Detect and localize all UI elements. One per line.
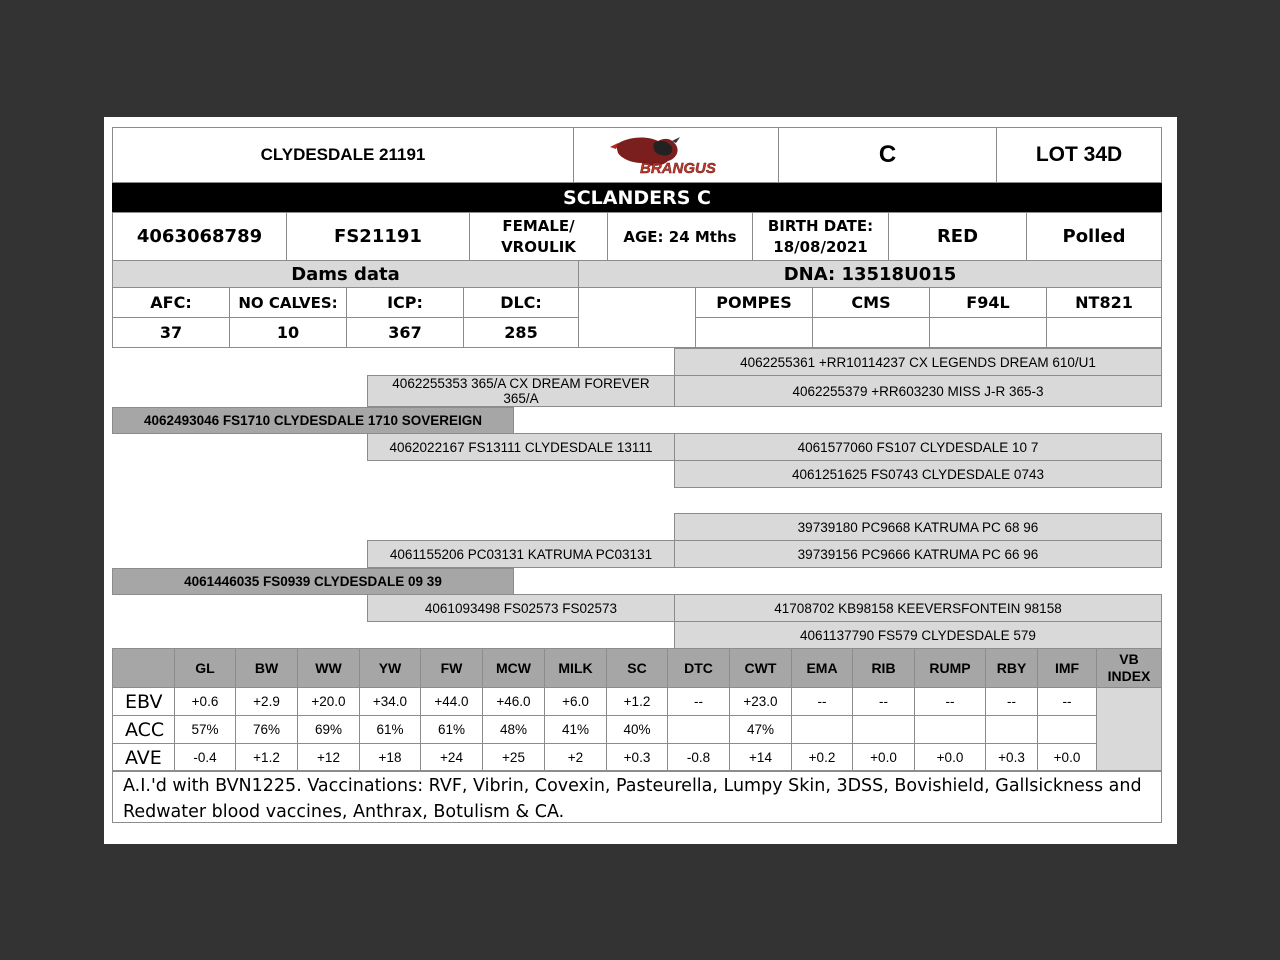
pedigree-sire-dam-dam: 4061251625 FS0743 CLYDESDALE 0743 bbox=[674, 460, 1162, 488]
col-header: SC bbox=[607, 649, 668, 688]
col-header: IMF bbox=[1038, 649, 1097, 688]
ave-cell: +0.0 bbox=[1038, 744, 1097, 772]
pompes-value bbox=[695, 317, 813, 348]
grade: C bbox=[778, 127, 997, 183]
col-header: EMA bbox=[792, 649, 853, 688]
col-header: FW bbox=[421, 649, 483, 688]
acc-cell: 76% bbox=[236, 716, 298, 744]
ebv-corner bbox=[113, 649, 175, 688]
pedigree-sire-dam: 4062022167 FS13111 CLYDESDALE 13111 bbox=[367, 433, 675, 461]
acc-cell: 41% bbox=[545, 716, 607, 744]
ave-cell: +12 bbox=[298, 744, 360, 772]
pedigree-dam-dam-sire: 41708702 KB98158 KEEVERSFONTEIN 98158 bbox=[674, 594, 1162, 622]
nt821-value bbox=[1046, 317, 1162, 348]
ave-cell: +0.0 bbox=[853, 744, 915, 772]
vb-index-header: VB INDEX bbox=[1097, 649, 1162, 688]
pedigree-sire-sire-dam: 4062255379 +RR603230 MISS J-R 365-3 bbox=[674, 375, 1162, 407]
pedigree-dam-sire-sire: 39739180 PC9668 KATRUMA PC 68 96 bbox=[674, 513, 1162, 541]
acc-cell bbox=[792, 716, 853, 744]
ebv-cell: -- bbox=[792, 688, 853, 716]
row-label: AVE bbox=[113, 744, 175, 772]
afc-label: AFC: bbox=[112, 287, 230, 318]
col-header: GL bbox=[175, 649, 236, 688]
acc-row bbox=[113, 716, 1162, 744]
herd-name: CLYDESDALE 21191 bbox=[112, 127, 574, 183]
ebv-cell: -- bbox=[915, 688, 986, 716]
ebv-cell: -- bbox=[986, 688, 1038, 716]
acc-cell: 61% bbox=[360, 716, 421, 744]
ebv-cell: +23.0 bbox=[730, 688, 792, 716]
age: AGE: 24 Mths bbox=[607, 212, 753, 261]
cms-label: CMS bbox=[812, 287, 930, 318]
cms-value bbox=[812, 317, 930, 348]
ave-cell: +18 bbox=[360, 744, 421, 772]
ebv-cell: -- bbox=[668, 688, 730, 716]
ebv-cell: +46.0 bbox=[483, 688, 545, 716]
colour: RED bbox=[888, 212, 1027, 261]
icp-value: 367 bbox=[346, 317, 464, 348]
no-calves-value: 10 bbox=[229, 317, 347, 348]
acc-cell bbox=[1038, 716, 1097, 744]
afc-value: 37 bbox=[112, 317, 230, 348]
ave-cell: +0.2 bbox=[792, 744, 853, 772]
col-header: WW bbox=[298, 649, 360, 688]
acc-cell bbox=[986, 716, 1038, 744]
ave-cell: +2 bbox=[545, 744, 607, 772]
nt821-label: NT821 bbox=[1046, 287, 1162, 318]
dams-data-heading: Dams data bbox=[112, 260, 579, 288]
ebv-cell: +44.0 bbox=[421, 688, 483, 716]
birth-date: BIRTH DATE: 18/08/2021 bbox=[752, 212, 889, 261]
acc-cell: 40% bbox=[607, 716, 668, 744]
ebv-cell: -- bbox=[853, 688, 915, 716]
pedigree-dam-dam: 4061093498 FS02573 FS02573 bbox=[367, 594, 675, 622]
ave-cell: -0.4 bbox=[175, 744, 236, 772]
ebv-row bbox=[113, 688, 1162, 716]
ave-cell: +0.3 bbox=[986, 744, 1038, 772]
ebv-cell: +20.0 bbox=[298, 688, 360, 716]
col-header: BW bbox=[236, 649, 298, 688]
ebv-cell: -- bbox=[1038, 688, 1097, 716]
col-header: DTC bbox=[668, 649, 730, 688]
ebv-header-row bbox=[113, 649, 1162, 688]
col-header: CWT bbox=[730, 649, 792, 688]
ave-row bbox=[113, 744, 1162, 772]
ave-cell: +1.2 bbox=[236, 744, 298, 772]
ebv-cell: +6.0 bbox=[545, 688, 607, 716]
col-header: YW bbox=[360, 649, 421, 688]
brangus-logo bbox=[573, 127, 779, 183]
col-header: RBY bbox=[986, 649, 1038, 688]
animal-name-title: SCLANDERS C bbox=[112, 183, 1162, 212]
ebv-cell: +34.0 bbox=[360, 688, 421, 716]
ebv-cell: +2.9 bbox=[236, 688, 298, 716]
sex: FEMALE/ VROULIK bbox=[469, 212, 608, 261]
f94l-label: F94L bbox=[929, 287, 1047, 318]
acc-cell bbox=[915, 716, 986, 744]
ave-cell: +0.3 bbox=[607, 744, 668, 772]
ave-cell: +14 bbox=[730, 744, 792, 772]
row-label: EBV bbox=[113, 688, 175, 716]
col-header: RIB bbox=[853, 649, 915, 688]
bull-logo-icon bbox=[606, 133, 746, 177]
notes: A.I.'d with BVN1225. Vaccinations: RVF, Vibrin, Covexin, Pasteurella, Lumpy Skin, 3DSS, Bovishield, Gallsickness and Redwater blood vaccines, Anthrax, Botulism & CA. bbox=[112, 770, 1162, 823]
herd-number: FS21191 bbox=[286, 212, 470, 261]
ebv-cell: +1.2 bbox=[607, 688, 668, 716]
ebv-cell: +0.6 bbox=[175, 688, 236, 716]
pedigree-dam: 4061446035 FS0939 CLYDESDALE 09 39 bbox=[112, 568, 514, 595]
col-header: MILK bbox=[545, 649, 607, 688]
pedigree-sire-dam-sire: 4061577060 FS107 CLYDESDALE 10 7 bbox=[674, 433, 1162, 461]
pedigree-dam-sire-dam: 39739156 PC9666 KATRUMA PC 66 96 bbox=[674, 540, 1162, 568]
lot-number: LOT 34D bbox=[996, 127, 1162, 183]
acc-cell: 69% bbox=[298, 716, 360, 744]
animal-id: 4063068789 bbox=[112, 212, 287, 261]
ave-cell: -0.8 bbox=[668, 744, 730, 772]
pedigree-dam-sire: 4061155206 PC03131 KATRUMA PC03131 bbox=[367, 540, 675, 568]
acc-cell: 57% bbox=[175, 716, 236, 744]
pompes-label: POMPES bbox=[695, 287, 813, 318]
col-header: MCW bbox=[483, 649, 545, 688]
row-label: ACC bbox=[113, 716, 175, 744]
pedigree-sire-sire-sire: 4062255361 +RR10114237 CX LEGENDS DREAM 610/U1 bbox=[674, 348, 1162, 376]
pedigree-sire-sire: 4062255353 365/A CX DREAM FOREVER 365/A bbox=[367, 375, 675, 407]
lot-card bbox=[104, 117, 1177, 844]
col-header: RUMP bbox=[915, 649, 986, 688]
ebv-table bbox=[112, 648, 1162, 772]
acc-cell: 61% bbox=[421, 716, 483, 744]
pedigree-sire: 4062493046 FS1710 CLYDESDALE 1710 SOVEREIGN bbox=[112, 407, 514, 434]
acc-cell: 48% bbox=[483, 716, 545, 744]
f94l-value bbox=[929, 317, 1047, 348]
no-calves-label: NO CALVES: bbox=[229, 287, 347, 318]
ave-cell: +25 bbox=[483, 744, 545, 772]
dlc-label: DLC: bbox=[463, 287, 579, 318]
logo-text: BRANGUS bbox=[640, 160, 716, 177]
ave-cell: +24 bbox=[421, 744, 483, 772]
pedigree-dam-dam-dam: 4061137790 FS579 CLYDESDALE 579 bbox=[674, 621, 1162, 649]
acc-cell bbox=[668, 716, 730, 744]
acc-cell bbox=[853, 716, 915, 744]
dna-heading: DNA: 13518U015 bbox=[578, 260, 1162, 288]
vb-index-value bbox=[1097, 688, 1162, 772]
horn-status: Polled bbox=[1026, 212, 1162, 261]
dna-blank-cell bbox=[578, 287, 696, 348]
acc-cell: 47% bbox=[730, 716, 792, 744]
icp-label: ICP: bbox=[346, 287, 464, 318]
dlc-value: 285 bbox=[463, 317, 579, 348]
ave-cell: +0.0 bbox=[915, 744, 986, 772]
